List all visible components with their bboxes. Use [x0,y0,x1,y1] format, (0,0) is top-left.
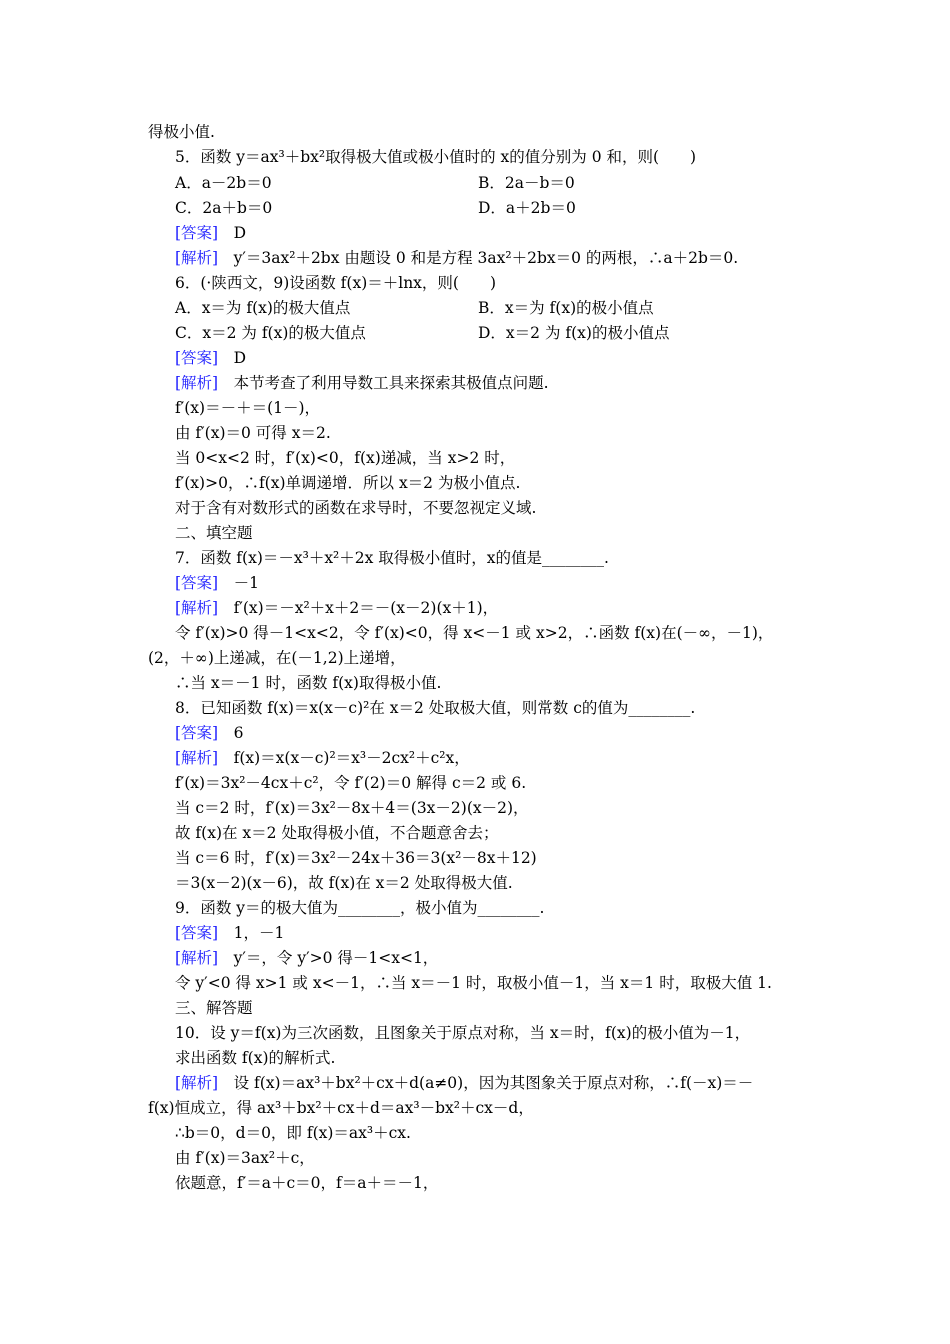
text-line [175,947,438,969]
text-line [478,197,576,219]
text-line [175,146,696,168]
answer-tag: [解析] [175,749,219,767]
text-line [175,272,496,294]
text-line [175,1122,411,1144]
line-text: 令 y′<0 得 x>1 或 x<－1，∴当 x＝－1 时，取极小值－1，当 x＝1 时，取极大值 1. [175,974,772,992]
line-text: y′＝，令 y′>0 得－1<x<1， [218,949,439,967]
line-text: f(x)＝x(x－c)²＝x³－2cx²＋c²x， [218,749,470,767]
answer-tag: [解析] [175,949,219,967]
text-line [478,297,654,319]
line-text: A．x＝为 f(x)的极大值点 [175,299,351,317]
text-line [175,822,498,844]
text-line [175,672,441,694]
line-text: D [218,224,247,242]
line-text: 由 f′(x)＝0 可得 x＝2. [175,424,331,442]
line-text: 8．已知函数 f(x)＝x(x－c)²在 x＝2 处取极大值，则常数 c的值为________. [175,699,696,717]
text-line [175,847,537,869]
answer-tag: [答案] [175,574,219,592]
answer-tag: [解析] [175,599,219,617]
line-text: 5．函数 y＝ax³＋bx²取得极大值或极小值时的 x的值分别为 0 和，则( ) [175,148,697,166]
line-text: 故 f(x)在 x＝2 处取得极小值，不合题意舍去； [175,824,499,842]
line-text: C．2a＋b＝0 [175,199,273,217]
text-line [175,197,272,219]
line-text: 令 f′(x)>0 得－1<x<2，令 f′(x)<0，得 x<－1 或 x>2，∴函数 f(x)在(－∞，－1)， [175,624,774,642]
line-text: f′(x)>0，∴f(x)单调递增．所以 x＝2 为极小值点. [175,474,521,492]
line-text: 本节考查了利用导数工具来探索其极值点问题. [218,374,549,392]
line-text: ＝3(x－2)(x－6)，故 f(x)在 x＝2 处取得极大值. [175,874,513,892]
text-line [175,297,350,319]
text-line [175,1022,750,1044]
line-text: 当 c＝2 时，f′(x)＝3x²－8x＋4＝(3x－2)(x－2)， [175,799,529,817]
line-text: 当 c＝6 时，f′(x)＝3x²－24x＋36＝3(x²－8x＋12) [175,849,537,867]
line-text: 1，－1 [218,924,285,942]
text-line [175,1147,315,1169]
line-text: f′(x)＝－x²＋x＋2＝－(x－2)(x＋1)， [218,599,499,617]
text-line [175,797,529,819]
line-text: 求出函数 f(x)的解析式. [175,1049,336,1067]
text-line [175,347,246,369]
answer-tag: [答案] [175,349,219,367]
text-line [175,522,253,544]
line-text: 9．函数 y＝的极大值为________，极小值为________. [175,899,545,917]
line-text: 当 0<x<2 时，f′(x)<0，f(x)递减，当 x>2 时， [175,449,516,467]
text-line [175,722,243,744]
text-line [175,897,544,919]
text-line [175,697,695,719]
text-line [148,647,406,669]
line-text: D．x＝2 为 f(x)的极小值点 [478,324,670,342]
text-line [175,997,253,1019]
text-line [175,447,515,469]
line-text: 依题意，f′＝a＋c＝0，f＝a＋＝－1， [175,1174,439,1192]
text-line [175,972,772,994]
line-text: 三、解答题 [175,999,253,1017]
text-line [175,497,536,519]
text-line [175,572,259,594]
line-text: B．x＝为 f(x)的极小值点 [478,299,654,317]
line-text: B．2a－b＝0 [478,174,575,192]
text-line [175,922,284,944]
line-text: D．a＋2b＝0 [478,199,576,217]
text-line [175,247,738,269]
line-text: y′＝3ax²＋2bx 由题设 0 和是方程 3ax²＋2bx＝0 的两根，∴a＋2b＝0. [218,249,739,267]
text-line [175,1047,335,1069]
text-line [478,172,575,194]
text-line [478,322,669,344]
line-text: 6 [218,724,244,742]
line-text: A．a－2b＝0 [175,174,272,192]
line-text: ∴b＝0，d＝0，即 f(x)＝ax³＋cx. [175,1124,411,1142]
text-line [175,472,520,494]
line-text: f′(x)＝－＋＝(1－)， [175,399,321,417]
line-text: 由 f′(x)＝3ax²＋c， [175,1149,315,1167]
text-line [175,222,246,244]
answer-tag: [解析] [175,1074,219,1092]
text-line [175,422,331,444]
text-line [148,1097,534,1119]
line-text: 10．设 y＝f(x)为三次函数，且图象关于原点对称，当 x＝时，f(x)的极小值为－1， [175,1024,751,1042]
answer-tag: [答案] [175,224,219,242]
line-text: C．x＝2 为 f(x)的极大值点 [175,324,366,342]
text-line [175,322,366,344]
line-text: 得极小值. [148,123,215,141]
text-line [175,622,773,644]
text-line [175,1072,753,1094]
answer-tag: [答案] [175,724,219,742]
line-text: (2，＋∞)上递减，在(－1,2)上递增， [148,649,406,667]
text-line [175,772,526,794]
text-line [175,872,513,894]
answer-tag: [答案] [175,924,219,942]
line-text: f′(x)＝3x²－4cx＋c²，令 f′(2)＝0 解得 c＝2 或 6. [175,774,527,792]
line-text: D [218,349,247,367]
line-text: 设 f(x)＝ax³＋bx²＋cx＋d(a≠0)，因为其图象关于原点对称，∴f(－x)＝－ [218,1074,754,1092]
line-text: －1 [218,574,259,592]
text-line [175,547,609,569]
text-line [148,121,215,143]
answer-tag: [解析] [175,249,219,267]
text-line [175,597,498,619]
text-line [175,172,272,194]
line-text: 7．函数 f(x)＝－x³＋x²＋2x 取得极小值时，x的值是________. [175,549,609,567]
text-line [175,397,320,419]
line-text: 二、填空题 [175,524,253,542]
line-text: ∴当 x＝－1 时，函数 f(x)取得极小值. [175,674,442,692]
answer-tag: [解析] [175,374,219,392]
text-line [175,372,549,394]
text-line [175,1172,438,1194]
line-text: f(x)恒成立，得 ax³＋bx²＋cx＋d＝ax³－bx²＋cx－d， [148,1099,534,1117]
line-text: 6．(·陕西文，9)设函数 f(x)＝＋lnx，则( ) [175,274,497,292]
text-line [175,747,470,769]
line-text: 对于含有对数形式的函数在求导时，不要忽视定义域. [175,499,537,517]
